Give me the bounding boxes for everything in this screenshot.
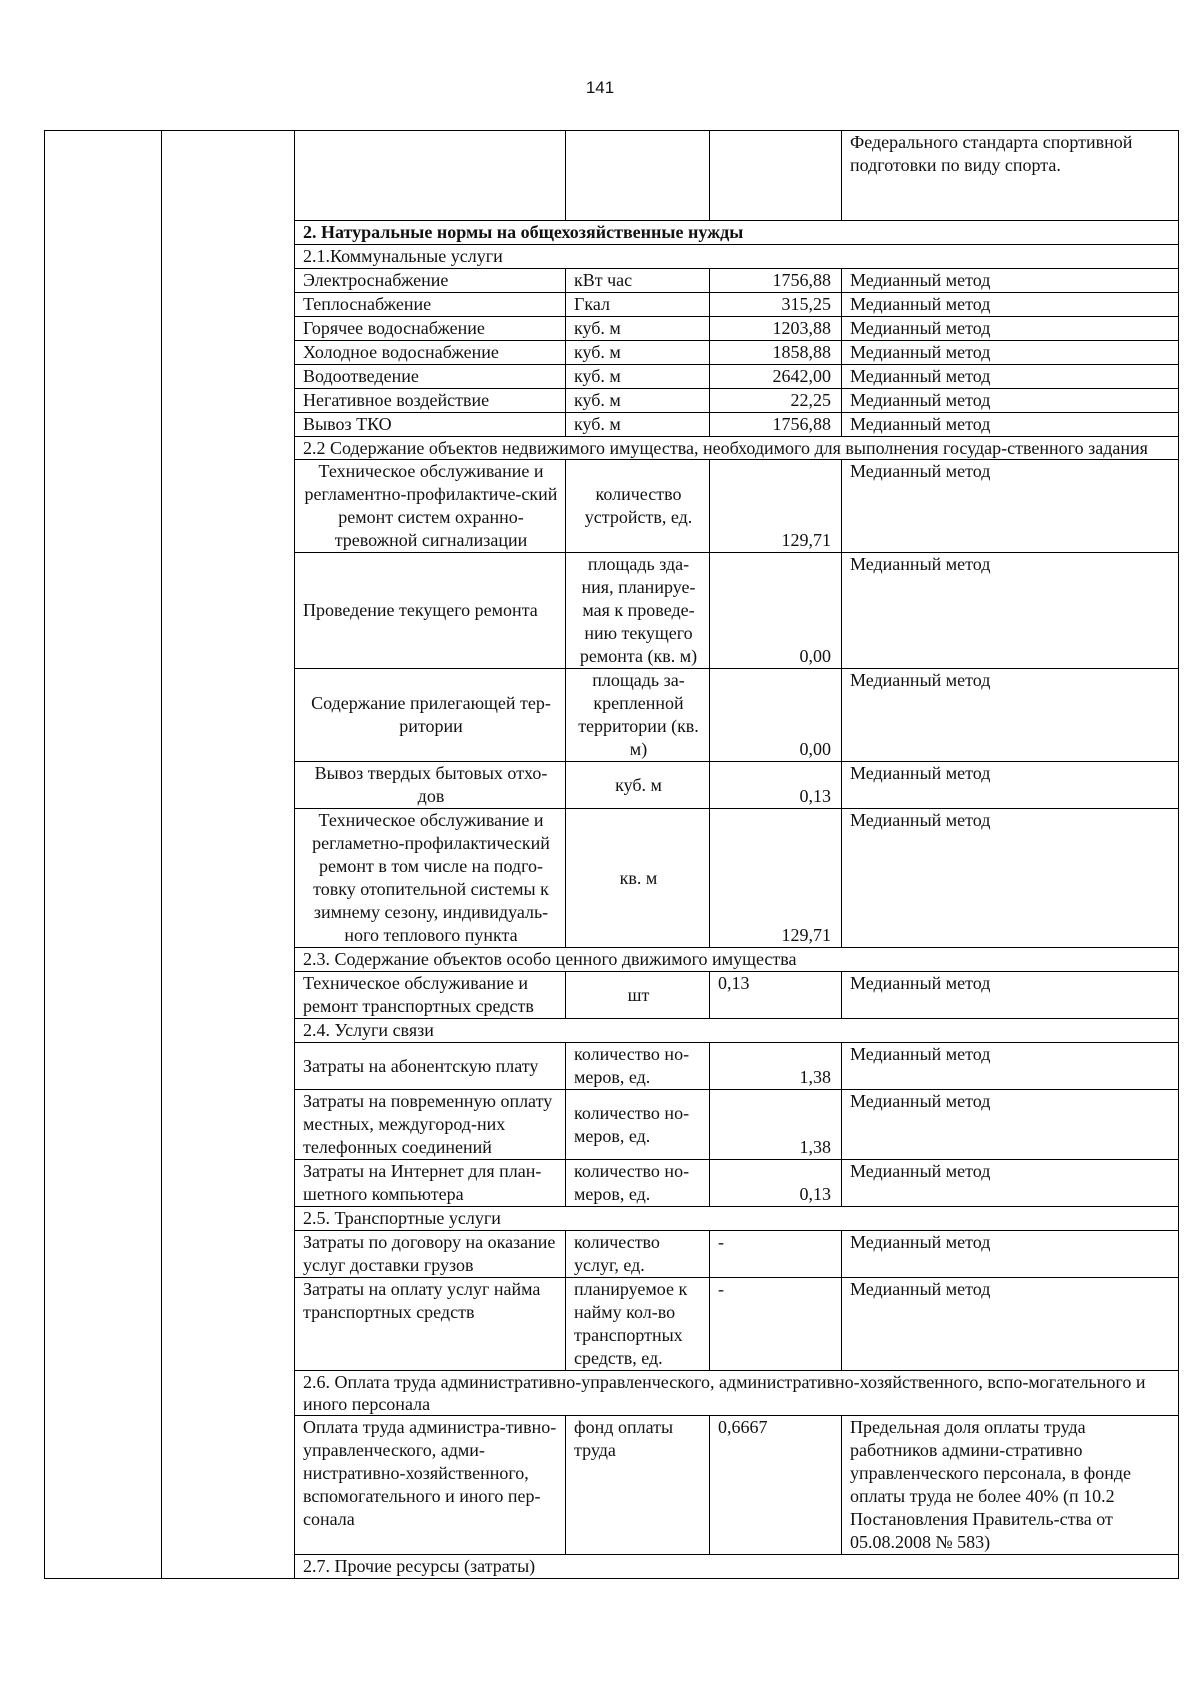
norm-unit: планируемое к найму кол-во транспортных средств, ед. (566, 1278, 710, 1371)
section-2-6-title: 2.6. Оплата труда административно-управленческого, административно-хозяйственного, вспо-могательного и иного персонала (295, 1371, 1179, 1416)
section-2-1-title: 2.1.Коммунальные услуги (295, 245, 1179, 269)
norm-method: Медианный метод (842, 460, 1179, 553)
norm-name: Вывоз ТКО (295, 413, 566, 437)
norm-value: - (710, 1278, 842, 1371)
norm-value: 2642,00 (710, 365, 842, 389)
norm-unit: количество но-меров, ед. (566, 1160, 710, 1207)
norm-value: 22,25 (710, 389, 842, 413)
norm-method: Медианный метод (842, 413, 1179, 437)
norm-name: Теплоснабжение (295, 293, 566, 317)
section-2-3-title: 2.3. Содержание объектов особо ценного движимого имущества (295, 948, 1179, 972)
norm-value: 1203,88 (710, 317, 842, 341)
norm-unit: количество но-меров, ед. (566, 1043, 710, 1090)
norm-unit: кв. м (566, 809, 710, 948)
norm-unit: количество но-меров, ед. (566, 1090, 710, 1160)
norm-method: Медианный метод (842, 365, 1179, 389)
norm-name: Затраты на оплату услуг найма транспортных средств (295, 1278, 566, 1371)
norm-name: Вывоз твердых бытовых отхо-дов (295, 762, 566, 809)
norm-value: 0,6667 (710, 1416, 842, 1555)
norm-unit: куб. м (566, 389, 710, 413)
norm-method: Медианный метод (842, 1278, 1179, 1371)
norm-unit: фонд оплаты труда (566, 1416, 710, 1555)
norm-value: - (710, 1231, 842, 1278)
norm-value: 0,13 (710, 1160, 842, 1207)
norm-method: Медианный метод (842, 1090, 1179, 1160)
norm-name: Электроснабжение (295, 269, 566, 293)
blank-column-2 (162, 131, 295, 1579)
norm-unit: куб. м (566, 341, 710, 365)
norm-method: Медианный метод (842, 809, 1179, 948)
norm-value: 129,71 (710, 809, 842, 948)
norm-value: 1,38 (710, 1090, 842, 1160)
norm-unit: шт (566, 972, 710, 1019)
norm-value: 1858,88 (710, 341, 842, 365)
norm-unit: количество услуг, ед. (566, 1231, 710, 1278)
norm-name: Холодное водоснабжение (295, 341, 566, 365)
norm-unit: количество устройств, ед. (566, 460, 710, 553)
top-note: Федерального стандарта спортивной подготовки по виду спорта. (842, 131, 1179, 221)
norms-table (44, 130, 1179, 1579)
norm-unit: куб. м (566, 762, 710, 809)
norm-unit: куб. м (566, 317, 710, 341)
section-2-7-title: 2.7. Прочие ресурсы (затраты) (295, 1555, 1179, 1579)
section-2-2-title: 2.2 Содержание объектов недвижимого имущества, необходимого для выполнения государ-ственного задания (295, 437, 1179, 460)
norm-name: Затраты по договору на оказание услуг доставки грузов (295, 1231, 566, 1278)
norm-value: 0,00 (710, 553, 842, 669)
norm-method: Медианный метод (842, 1043, 1179, 1090)
norm-method: Медианный метод (842, 341, 1179, 365)
norm-name: Негативное воздействие (295, 389, 566, 413)
page-number: 141 (585, 78, 615, 97)
norm-method: Медианный метод (842, 389, 1179, 413)
norm-name: Техническое обслуживание и регламетно-профилактический ремонт в том числе на подго-товку отопительной системы к зимнему сезону, индивидуаль-ного теплового пункта (295, 809, 566, 948)
norm-name: Техническое обслуживание и регламентно-профилактиче-ский ремонт систем охранно-тревожной сигнализации (295, 460, 566, 553)
norm-unit: кВт час (566, 269, 710, 293)
norm-unit: куб. м (566, 413, 710, 437)
blank-column-1 (45, 131, 162, 1579)
section-2-5-title: 2.5. Транспортные услуги (295, 1207, 1179, 1231)
norm-value: 1756,88 (710, 413, 842, 437)
norm-name: Проведение текущего ремонта (295, 553, 566, 669)
norm-method: Медианный метод (842, 972, 1179, 1019)
norm-value: 0,00 (710, 669, 842, 762)
norm-unit: куб. м (566, 365, 710, 389)
norm-method: Медианный метод (842, 1160, 1179, 1207)
norm-name: Водоотведение (295, 365, 566, 389)
norm-value: 0,13 (710, 972, 842, 1019)
section-2-4-title: 2.4. Услуги связи (295, 1019, 1179, 1043)
norm-method: Медианный метод (842, 553, 1179, 669)
section-2-title: 2. Натуральные нормы на общехозяйственные нужды (295, 221, 1179, 245)
norm-name: Оплата труда администра-тивно-управленческого, адми-нистративно-хозяйственного, вспомогательного и иного пер-сонала (295, 1416, 566, 1555)
norm-value: 1,38 (710, 1043, 842, 1090)
norm-name: Затраты на Интернет для план-шетного компьютера (295, 1160, 566, 1207)
norm-method: Медианный метод (842, 1231, 1179, 1278)
cell-empty (566, 131, 710, 221)
norm-value: 129,71 (710, 460, 842, 553)
norm-name: Техническое обслуживание и ремонт транспортных средств (295, 972, 566, 1019)
norm-unit: Гкал (566, 293, 710, 317)
norm-name: Затраты на абонентскую плату (295, 1043, 566, 1090)
cell-empty (295, 131, 566, 221)
norm-method: Медианный метод (842, 762, 1179, 809)
cell-empty (710, 131, 842, 221)
norm-unit: площадь зда-ния, планируе-мая к проведе-нию текущего ремонта (кв. м) (566, 553, 710, 669)
norm-value: 1756,88 (710, 269, 842, 293)
norm-unit: площадь за-крепленной территории (кв. м) (566, 669, 710, 762)
norm-value: 315,25 (710, 293, 842, 317)
norm-method: Медианный метод (842, 317, 1179, 341)
norm-method: Медианный метод (842, 669, 1179, 762)
norm-method: Медианный метод (842, 269, 1179, 293)
norm-name: Содержание прилегающей тер-ритории (295, 669, 566, 762)
norm-value: 0,13 (710, 762, 842, 809)
norm-name: Затраты на повременную оплату местных, междугород-них телефонных соединений (295, 1090, 566, 1160)
norm-method: Предельная доля оплаты труда работников админи-стративно управленческого персонала, в фонде оплаты труда не более 40% (п 10.2 Постановления Правитель-ства от 05.08.2008 № 583) (842, 1416, 1179, 1555)
norm-name: Горячее водоснабжение (295, 317, 566, 341)
norm-method: Медианный метод (842, 293, 1179, 317)
